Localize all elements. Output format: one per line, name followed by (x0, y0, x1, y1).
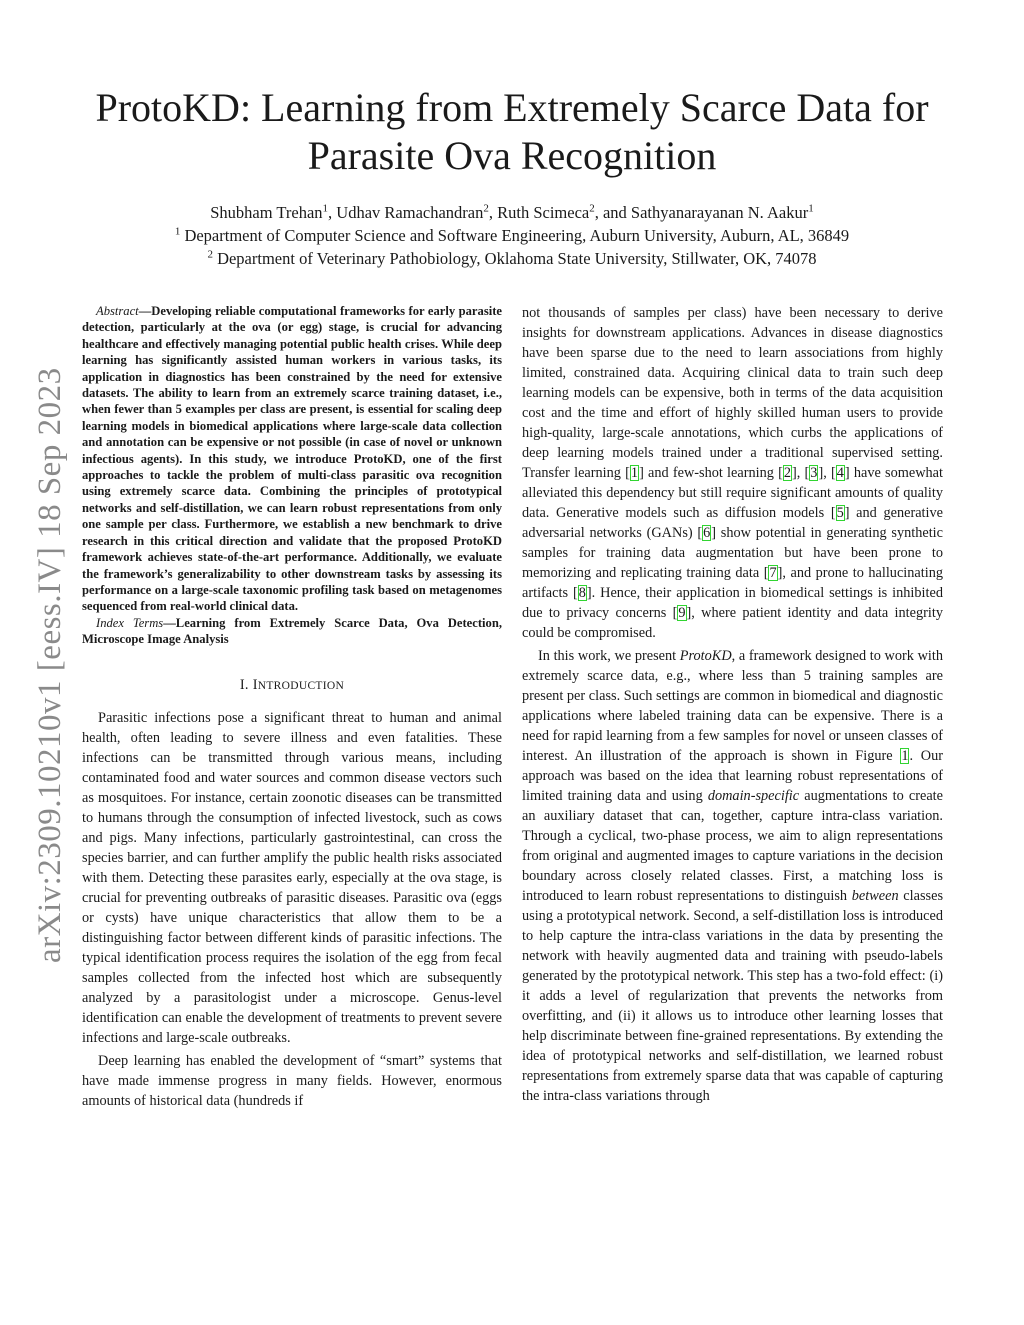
text-run: and few-shot learning (643, 465, 779, 481)
citation-link-6[interactable]: 6 (703, 525, 711, 541)
figure-link-1[interactable]: 1 (901, 748, 909, 764)
text-run: augmentations to create an auxiliary dataset that can, together, capture intra-class variation. Through a cyclical, two-phase process, we aim to align representations from original and augmented images to capture variations in the decision boundary across closely related classes. First, a matching loss is introduced to learn robust representations to distinguish (522, 788, 943, 904)
left-column (82, 303, 502, 1111)
section-title-initial: I (252, 676, 258, 693)
right-column (522, 303, 943, 1106)
abstract-paragraph (82, 303, 502, 615)
section-number: I. (239, 676, 253, 693)
author-4: , and Sathyanarayanan N. Aakur (594, 203, 809, 222)
section-title-rest: NTRODUCTION (257, 679, 345, 692)
right-paragraph-2 (522, 646, 943, 1106)
citation-link-4[interactable]: 4 (836, 465, 844, 481)
citation-link-2[interactable]: 2 (783, 465, 791, 481)
section-heading-introduction (82, 675, 502, 696)
text-run: classes using a prototypical network. Second, a self-distillation loss is introduced to help capture the intra-class variations in the data by presenting the network with heavily augmented data and training with pseudo-labels generated by the prototypical network. This step has a two-fold effect: (i) it adds a level of regularization that prevents the networks from overfitting, and (ii) it allows us to introduce other learning losses that help discriminate between fine-grained representations. By extending the idea of prototypical networks and self-distillation, we learned robust representations from extremely sparse data that was capable of capturing the intra-class variations through (522, 888, 944, 1104)
affiliation-2 (70, 247, 954, 270)
affiliation-1 (70, 224, 954, 247)
citation-link-7[interactable]: 7 (769, 565, 777, 581)
intro-paragraph-2: Deep learning has enabled the development of “smart” systems that have made immense progress in many fields. However, enormous amounts of historical data (hundreds if (82, 1052, 502, 1109)
abstract-text: —Developing reliable computational frameworks for early parasite detection, particularly at the ova (or egg) stage, is crucial for advancing healthcare and effectively managing potential public health crises. While deep learning has significantly assisted human workers in various tasks, its application in diagnostics has been constrained by the need for extensive datasets. The ability to learn from an extremely scarce training dataset, i.e., when fewer than 5 examples per class are present, is essential for scaling deep learning models in biomedical applications where large-scale data collection and annotation can be expensive or not possible (in case of novel or unknown infectious agents). In this study, we introduce ProtoKD, one of the first approaches to tackle the problem of multi-class parasitic ova recognition using extremely scarce data. Combining the principles of prototypical networks and self-distillation, we can learn robust representations from only one sample per class. Furthermore, we establish a new benchmark to drive research in this critical direction and validate that the proposed ProtoKD framework achieves state-of-the-art performance. Additionally, we evaluate the framework’s generalizability to other downstream tasks by assessing its performance on a large-scale taxonomic profiling task based on metagenomes sequenced from real-world clinical data. (82, 304, 502, 614)
text-run: . Hence, their application in biomedical settings is inhibited due to privacy concerns (522, 585, 943, 621)
intro-paragraph-1: Parasitic infections pose a significant threat to human and animal health, often leading to severe illness and even fatalities. These infections can be transmitted through various means, including contaminated food and water sources and common disease vectors such as mosquitoes. For instance, certain zoonotic diseases can be transmitted to humans through the consumption of infected livestock, such as cows and pigs. Many infections, particularly gastrointestinal, can cross the species barrier, and can further amplify the public health risks associated with them. Detecting these parasites early, especially at the ova stage, is crucial for preventing outbreaks of parasitic diseases. Parasitic ova (eggs or cysts) have unique characteristics that allow them to be a distinguishing factor between different kinds of parasitic infections. The typical identification process requires the isolation of the egg from fecal samples collected from the infected host which are subsequently analyzed by a parasitologist under a microscope. Genus-level identification can enable the development of treatments to prevent severe infections and large-scale outbreaks. (82, 709, 502, 1046)
author-3-affil: 2 (589, 202, 595, 215)
title-line-1: ProtoKD: Learning from Extremely Scarce Data for (95, 85, 929, 130)
emphasis-between: between (851, 888, 899, 904)
affiliation-2-text: Department of Veterinary Pathobiology, Oklahoma State University, Stillwater, OK, 74078 (212, 249, 817, 268)
right-paragraph-1: not thousands of samples per class) have been necessary to derive insights for downstream applications. Advances in disease diagnostics have been sparse due to the need to learn associations from highly limited, constrained data. Acquiring clinical data to train such deep learning models can be expensive, both in terms of the data acquisition cost and the time and effort of highly skilled human users to provide high-quality, large-scale annotations, which curbs the applications of deep learning models trained under a traditional supervised setting. Transfer learning [1] and few-shot learning [2], [3], [4] have somewhat alleviated this dependency but still require significant amounts of quality data. Generative models such as diffusion models [5] and generative adversarial networks (GANs) [6] show potential in generating synthetic samples for training data augmentation but have been prone to memorizing and replicating training data [7], and prone to hallucinating artifacts [8]. Hence, their application in biomedical settings is inhibited due to privacy concerns [9], where patient identity and data integrity could be compromised. (522, 305, 943, 641)
index-terms-label: Index Terms (96, 615, 164, 630)
author-3: , Ruth Scimeca (488, 203, 590, 222)
text-run: , and prone to hallucinating artifacts (522, 565, 943, 601)
text-run: In this work, we present (538, 648, 680, 664)
citation-link-3[interactable]: 3 (810, 465, 818, 481)
abstract-label: Abstract (96, 304, 139, 318)
text-run: have somewhat alleviated this dependency but still require significant amounts of quality data. Generative models such as diffusion models (522, 465, 943, 521)
text-run: , (796, 465, 805, 481)
emphasis-protokd: ProtoKD (679, 648, 732, 664)
affiliation-2-marker: 2 (207, 248, 213, 261)
index-terms (82, 615, 502, 648)
index-terms-text: —Learning from Extremely Scarce Data, Ova Detection, Microscope Image Analysis (82, 615, 502, 647)
author-list (70, 201, 954, 224)
author-4-affil: 1 (808, 202, 814, 215)
text-run: , (823, 465, 831, 481)
author-1: Shubham Trehan (210, 203, 323, 222)
text-run: , where patient identity and data integrity could be compromised. (522, 605, 943, 641)
author-2: , Udhav Ramachandran (328, 203, 484, 222)
text-run: and generative adversarial networks (GANs) (522, 505, 943, 541)
citation-link-8[interactable]: 8 (578, 585, 586, 601)
affiliation-1-text: Department of Computer Science and Software Engineering, Auburn University, Auburn, AL, 36849 (180, 226, 850, 245)
paper-title (70, 84, 954, 180)
affiliation-1-marker: 1 (174, 225, 181, 238)
emphasis-domain-specific: domain-specific (707, 788, 800, 804)
text-run: , a framework designed to work with extremely scarce data, e.g., where less than 5 training samples are present per class. Such settings are common in biomedical and diagnostic applications where labeled training data can be expensive. There is a need for rapid learning from a few samples for novel or unseen classes of interest. An illustration of the approach is shown in Figure (522, 648, 943, 764)
arxiv-watermark: arXiv:2309.10210v1 [eess.IV] 18 Sep 2023 (32, 367, 68, 963)
author-2-affil: 2 (483, 202, 489, 215)
author-block (70, 201, 954, 270)
citation-link-9[interactable]: 9 (678, 605, 686, 621)
author-1-affil: 1 (322, 202, 329, 215)
citation-link-5[interactable]: 5 (836, 505, 844, 521)
citation-link-1[interactable]: 1 (630, 465, 639, 481)
text-run: not thousands of samples per class) have been necessary to derive insights for downstream applications. Advances in disease diagnostics have been sparse due to the need to learn associations from highly limited, constrained data. Acquiring clinical data to train such deep learning models can be expensive, both in terms of the data acquisition cost and the time and effort of highly skilled human users to provide high-quality, large-scale annotations, which curbs the applications of deep learning models trained under a traditional supervised setting. Transfer learning (522, 305, 943, 481)
text-run: show potential in generating synthetic samples for training data augmentation but have been prone to memorizing and replicating training data (522, 525, 943, 581)
title-line-2: Parasite Ova Recognition (307, 133, 717, 178)
text-run: . Our approach was based on the idea that learning robust representations of limited training data and using (522, 748, 943, 804)
abstract (82, 303, 502, 648)
